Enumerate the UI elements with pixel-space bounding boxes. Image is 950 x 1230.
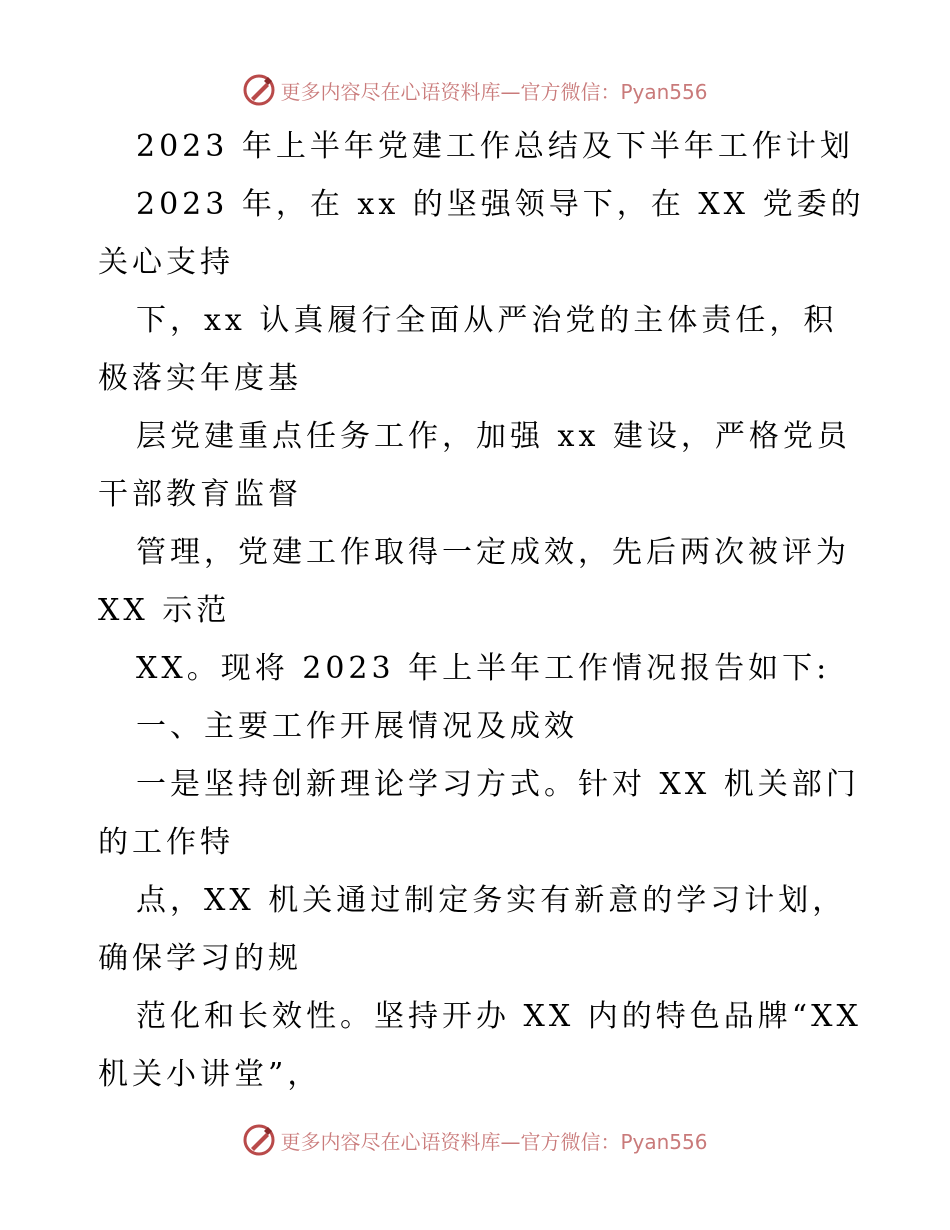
text-line: XX。现将 2023 年上半年工作情况报告如下: (136, 651, 831, 686)
text-line: 管理，党建工作取得一定成效，先后两次被评为 (136, 535, 850, 570)
text-line: XX 示范 (98, 593, 231, 628)
watermark-text: 更多内容尽在心语资料库—官方微信：Pyan556 (280, 79, 708, 104)
document-body (98, 118, 888, 1104)
text-line: 一、主要工作开展情况及成效 (136, 709, 578, 744)
footer-watermark (0, 1120, 950, 1160)
text-line: 2023 年上半年党建工作总结及下半年工作计划 (136, 129, 854, 164)
text-line: 确保学习的规 (98, 941, 302, 976)
watermark-text: 更多内容尽在心语资料库—官方微信：Pyan556 (280, 1129, 708, 1154)
text-line: 层党建重点任务工作，加强 xx 建设，严格党员 (136, 419, 851, 454)
text-line: 机关小讲堂”， (98, 1057, 322, 1092)
pen-seal-icon (242, 73, 276, 107)
text-line: 干部教育监督 (98, 477, 302, 512)
header-watermark (0, 70, 950, 110)
text-line: 下，xx 认真履行全面从严治党的主体责任，积 (136, 303, 838, 338)
text-line: 点，XX 机关通过制定务实有新意的学习计划， (136, 883, 847, 918)
pen-seal-icon (242, 1123, 276, 1157)
text-line: 极落实年度基 (98, 361, 302, 396)
text-line: 关心支持 (98, 245, 234, 280)
text-line: 的工作特 (98, 825, 234, 860)
text-line: 一是坚持创新理论学习方式。针对 XX 机关部门 (136, 767, 860, 802)
text-line: 范化和长效性。坚持开办 XX 内的特色品牌“XX (136, 999, 862, 1034)
text-line: 2023 年，在 xx 的坚强领导下，在 XX 党委的 (136, 187, 865, 222)
